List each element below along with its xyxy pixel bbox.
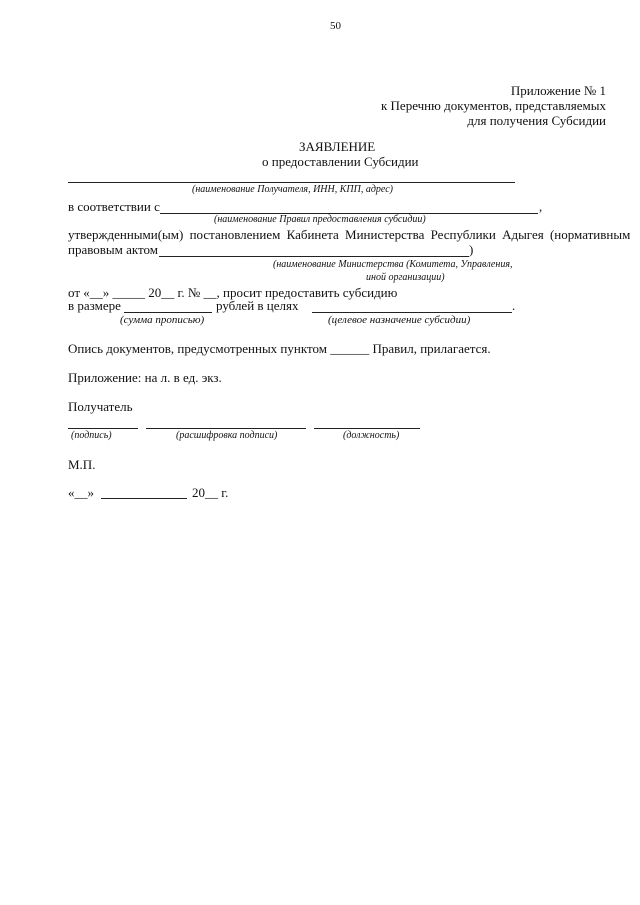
accordance-prefix: в соответствии с bbox=[68, 199, 160, 214]
position-field-line bbox=[314, 428, 420, 429]
inventory-line: Опись документов, предусмотренных пунктом ______ Правил, прилагается. bbox=[68, 341, 491, 356]
signature-hint: (подпись) bbox=[71, 430, 112, 441]
ministry-hint-line1: (наименование Министерства (Комитета, Управления, bbox=[273, 259, 513, 270]
purpose-field-line bbox=[312, 312, 512, 313]
recipient-label: Получатель bbox=[68, 399, 133, 414]
signature-field-line bbox=[68, 428, 138, 429]
recipient-field-line bbox=[68, 182, 515, 183]
attachment-line: Приложение: на л. в ед. экз. bbox=[68, 370, 222, 385]
amount-hint: (сумма прописью) bbox=[120, 314, 205, 326]
date-field-line bbox=[101, 498, 187, 499]
document-title: ЗАЯВЛЕНИЕ bbox=[299, 139, 376, 154]
legal-act-label: правовым актом bbox=[68, 242, 159, 257]
amount-field-line bbox=[124, 312, 212, 313]
amount-prefix: в размере bbox=[68, 298, 121, 313]
ministry-hint-line2: иной организации) bbox=[366, 272, 445, 283]
page-number: 50 bbox=[330, 20, 341, 32]
legal-act-close: ) bbox=[469, 242, 474, 257]
date-year: 20__ г. bbox=[192, 485, 229, 500]
appendix-reference: к Перечню документов, представляемых bbox=[380, 98, 606, 113]
appendix-purpose: для получения Субсидии bbox=[467, 113, 606, 128]
recipient-hint: (наименование Получателя, ИНН, КПП, адрес) bbox=[192, 184, 393, 195]
decode-hint: (расшифровка подписи) bbox=[176, 430, 278, 441]
purpose-hint: (целевое назначение субсидии) bbox=[328, 314, 471, 326]
date-open: «__» bbox=[68, 485, 94, 500]
approved-line: утвержденными(ым) постановлением Кабинета Министерства Республики Адыгея (нормативным bbox=[68, 227, 631, 242]
accordance-comma: , bbox=[539, 199, 543, 214]
rules-hint: (наименование Правил предоставления субсидии) bbox=[214, 214, 426, 225]
legal-act-field-line bbox=[159, 256, 469, 257]
request-line: от «__» _____ 20__ г. № __, просит предоставить субсидию bbox=[68, 285, 398, 300]
amount-mid: рублей в целях bbox=[216, 298, 299, 313]
amount-end: . bbox=[512, 298, 516, 313]
appendix-title: Приложение № 1 bbox=[510, 83, 606, 98]
decode-field-line bbox=[146, 428, 306, 429]
stamp-label: М.П. bbox=[68, 457, 96, 472]
document-subtitle: о предоставлении Субсидии bbox=[262, 154, 419, 169]
position-hint: (должность) bbox=[343, 430, 400, 441]
